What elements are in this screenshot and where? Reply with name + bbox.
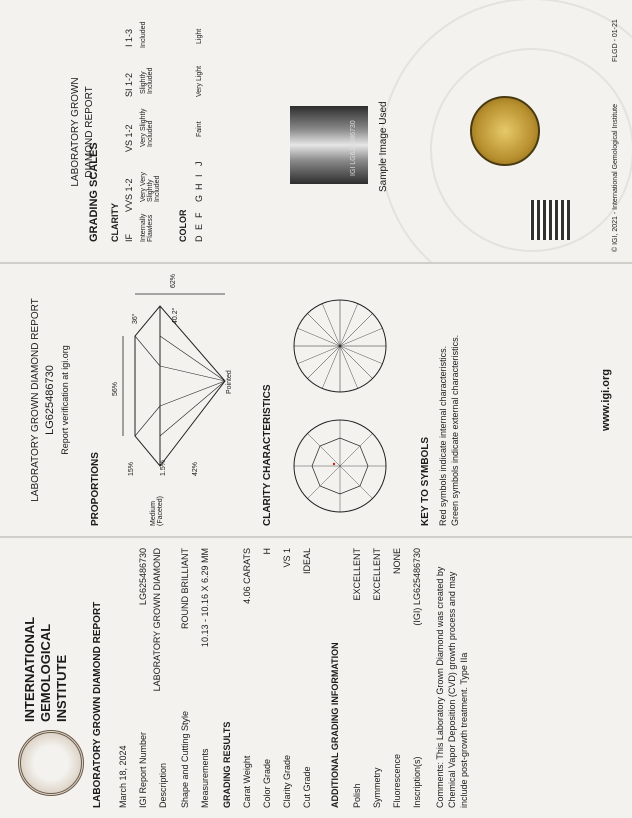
- table-percent: 56%: [112, 381, 119, 396]
- bottom-report-title: LABORATORY GROWN DIAMOND REPORT: [92, 601, 103, 808]
- clarity-grade-i: I 1-3: [124, 28, 134, 47]
- institute-name-line2: GEMOLOGICAL: [38, 623, 53, 722]
- institute-name-line1: INTERNATIONAL: [22, 616, 37, 722]
- report-title-line1: LABORATORY GROWN: [70, 77, 81, 187]
- clarity-desc-if: Internally Flawless: [140, 213, 154, 242]
- color-grade-f: F: [194, 212, 204, 218]
- grading-label-carat: Carat Weight: [242, 755, 252, 808]
- comments: Comments: This Laboratory Grown Diamond was created by Chemical Vapor Deposition (CVD) growth process and may include post-growth treatment. Type IIa: [435, 566, 469, 808]
- grading-results-heading: GRADING RESULTS: [222, 721, 232, 808]
- field-value-shape: ROUND BRILLIANT: [180, 548, 190, 630]
- clarity-grade-if: IF: [124, 234, 134, 242]
- sample-image-caption: Sample Image Used: [378, 101, 389, 192]
- middle-report-number: LG625486730: [44, 365, 56, 435]
- report-title-line2: DIAMOND REPORT: [84, 86, 95, 178]
- clarity-desc-i: Included: [140, 21, 147, 48]
- culet-size: Pointed: [226, 370, 233, 394]
- field-value-report-number: LG625486730: [138, 548, 148, 606]
- additional-label-symmetry: Symmetry: [372, 767, 382, 808]
- grading-value-carat: 4.06 CARATS: [242, 548, 252, 604]
- grading-label-color: Color Grade: [262, 758, 272, 808]
- field-value-description: LABORATORY GROWN DIAMOND: [152, 548, 162, 692]
- grading-label-cut: Cut Grade: [302, 766, 312, 808]
- grading-value-color: H: [262, 548, 272, 555]
- color-grade-e: E: [194, 223, 204, 230]
- key-to-symbols-heading: KEY TO SYMBOLS: [420, 436, 431, 526]
- additional-label-inscription: Inscription(s): [412, 756, 422, 808]
- sample-inscription: IGI LG625486730: [350, 120, 357, 176]
- grading-scales-panel: [0, 0, 632, 262]
- color-desc-light: Light: [196, 28, 203, 44]
- clarity-scale-heading: CLARITY: [110, 203, 120, 242]
- color-grade-d: D: [194, 235, 204, 242]
- middle-report-title: LABORATORY GROWN DIAMOND REPORT: [30, 298, 41, 502]
- website: www.igi.org: [600, 369, 612, 431]
- color-scale-heading: COLOR: [178, 209, 188, 242]
- additional-value-inscription: (IGI) LG625486730: [412, 548, 422, 626]
- color-grade-g: G: [194, 194, 204, 202]
- igi-logo-seal: [18, 730, 84, 796]
- field-label-shape: Shape and Cutting Style: [180, 710, 190, 808]
- additional-label-polish: Polish: [352, 783, 362, 808]
- girdle-percent: 1.5%: [160, 460, 167, 476]
- color-grade-h: H: [194, 183, 204, 190]
- additional-value-polish: EXCELLENT: [352, 548, 362, 601]
- sample-diamond-image: [290, 106, 368, 184]
- crown-height: 15%: [128, 461, 135, 476]
- proportions-diagram: [105, 286, 235, 476]
- qr-code: [530, 200, 570, 240]
- clarity-desc-vs: Very Slightly Included: [140, 108, 154, 147]
- proportions-heading: PROPORTIONS: [90, 452, 101, 526]
- grading-value-cut: IDEAL: [302, 548, 312, 575]
- pavilion-depth: 42%: [192, 461, 199, 476]
- grading-scales-heading: GRADING SCALES: [88, 142, 100, 242]
- field-value-measurements: 10.13 - 10.16 X 6.29 MM: [200, 548, 210, 648]
- additional-value-fluorescence: NONE: [392, 548, 402, 575]
- color-desc-very-light: Very Light: [196, 65, 203, 97]
- color-grade-i: I: [194, 174, 204, 177]
- key-external: Green symbols indicate external characteristics.: [450, 334, 460, 526]
- key-internal: Red symbols indicate internal characteristics.: [438, 345, 448, 526]
- color-grade-j: J: [194, 161, 204, 166]
- report-date: March 18, 2024: [118, 745, 128, 808]
- color-desc-faint: Faint: [196, 121, 203, 137]
- grading-results-panel: [0, 538, 632, 818]
- total-depth: 62%: [170, 273, 177, 288]
- additional-value-symmetry: EXCELLENT: [372, 548, 382, 601]
- igi-gold-seal: [470, 96, 540, 166]
- institute-name-line3: INSTITUTE: [54, 654, 69, 722]
- clarity-plot-crown: [290, 416, 390, 516]
- field-label-measurements: Measurements: [200, 748, 210, 808]
- grading-label-clarity: Clarity Grade: [282, 754, 292, 808]
- form-code: FLGD - 01-21: [612, 19, 619, 62]
- clarity-grade-vvs: VVS 1-2: [124, 178, 134, 212]
- additional-label-fluorescence: Fluorescence: [392, 753, 402, 808]
- clarity-grade-si: SI 1-2: [124, 72, 134, 97]
- field-label-report-number: IGI Report Number: [138, 731, 148, 808]
- report-verification: Report verification at igi.org: [60, 345, 70, 455]
- clarity-desc-si: Slightly Included: [140, 67, 154, 94]
- clarity-grade-vs: VS 1-2: [124, 124, 134, 152]
- proportions-panel: [0, 264, 632, 536]
- clarity-plot-pavilion: [290, 296, 390, 396]
- copyright-note: © IGI, 2021 - International Gemological Institute: [612, 104, 619, 252]
- girdle-thickness: Medium (Faceted): [150, 496, 164, 526]
- crown-angle: 36°: [132, 313, 139, 324]
- grading-value-clarity: VS 1: [282, 548, 292, 568]
- pavilion-angle: 40.2°: [172, 307, 179, 324]
- additional-info-heading: ADDITIONAL GRADING INFORMATION: [330, 642, 340, 808]
- clarity-characteristics-heading: CLARITY CHARACTERISTICS: [262, 384, 273, 526]
- clarity-desc-vvs: Very Very Slightly Included: [140, 172, 161, 202]
- field-label-description: Description: [158, 762, 168, 808]
